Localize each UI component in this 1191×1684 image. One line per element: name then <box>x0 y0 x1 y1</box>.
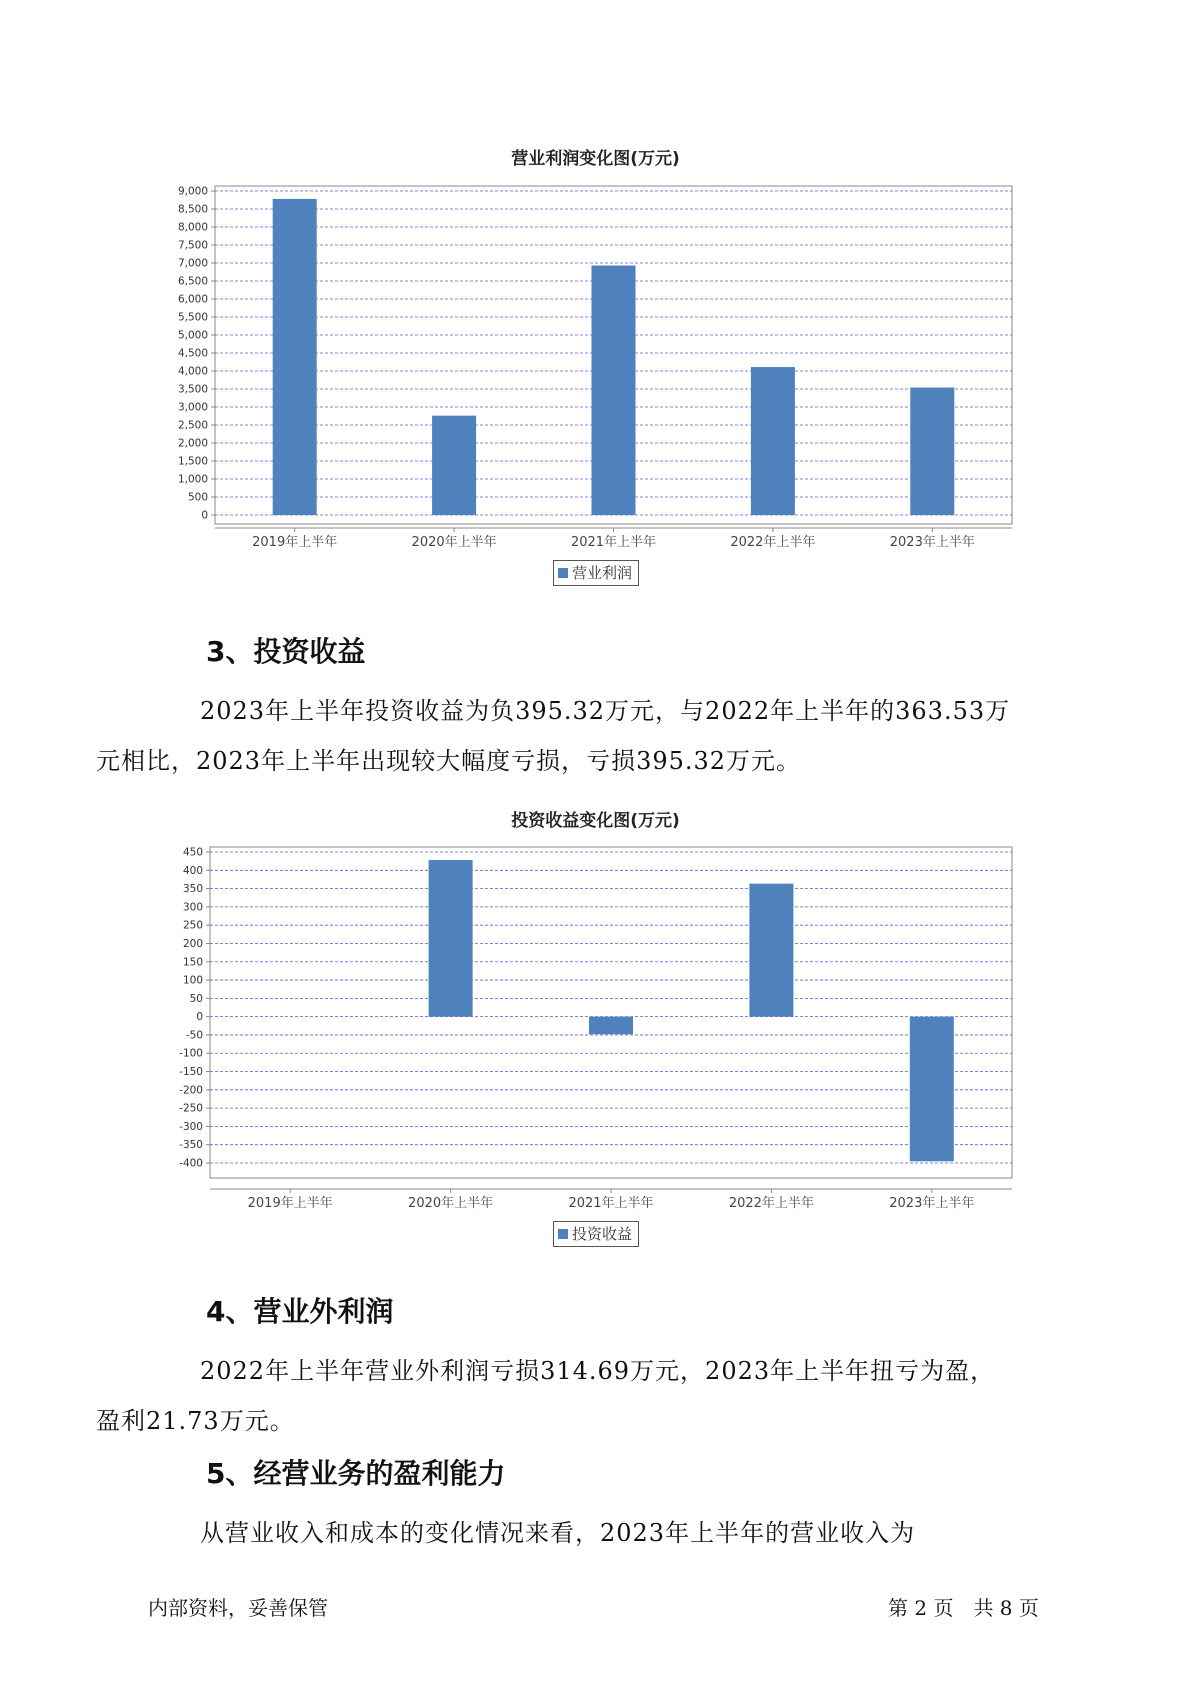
paragraph-line: 2023年上半年投资收益为负395.32万元，与2022年上半年的363.53万 <box>200 697 1011 725</box>
y-tick-label: 5,000 <box>177 329 208 342</box>
legend-swatch <box>558 1229 568 1239</box>
y-tick-label: 9,000 <box>177 185 208 198</box>
x-tick-label: 2021年上半年 <box>568 1196 654 1211</box>
x-tick-label: 2023年上半年 <box>889 535 975 550</box>
y-tick-label: 4,000 <box>177 365 208 378</box>
y-tick-label: 3,000 <box>177 401 208 414</box>
x-tick-label: 2021年上半年 <box>570 535 657 550</box>
y-tick-label: 1,000 <box>177 473 208 486</box>
y-tick-label: 4,500 <box>177 347 208 360</box>
paragraph-line: 元相比，2023年上半年出现较大幅度亏损，亏损395.32万元。 <box>96 747 802 775</box>
bar <box>749 884 793 1017</box>
y-tick-label: 6,000 <box>177 293 208 306</box>
bar <box>910 1017 954 1162</box>
legend-label: 营业利润 <box>572 564 633 582</box>
y-tick-label: 450 <box>182 846 203 859</box>
section-paragraph <box>96 1346 1060 1446</box>
paragraph-line: 从营业收入和成本的变化情况来看，2023年上半年的营业收入为 <box>200 1519 916 1547</box>
x-tick-label: 2020年上半年 <box>411 535 497 550</box>
chart-title: 营业利润变化图(万元) <box>511 149 680 169</box>
paragraph-line: 盈利21.73万元。 <box>96 1407 295 1435</box>
section-paragraph <box>148 1508 1060 1558</box>
y-tick-label: 350 <box>182 883 203 896</box>
y-tick-label: -250 <box>179 1102 203 1115</box>
section-heading-profitability: 5、经营业务的盈利能力 <box>206 1457 506 1490</box>
plot-area <box>210 847 1012 1178</box>
y-tick-label: -400 <box>179 1157 203 1170</box>
y-tick-label: 150 <box>182 956 203 969</box>
x-tick-label: 2023年上半年 <box>889 1196 975 1211</box>
chart-legend <box>553 1221 639 1247</box>
y-tick-label: 5,500 <box>177 311 208 324</box>
x-tick-label: 2019年上半年 <box>252 535 338 550</box>
y-tick-label: 7,000 <box>177 257 208 270</box>
chart-title: 投资收益变化图(万元) <box>511 811 680 831</box>
y-tick-label: -350 <box>179 1139 203 1152</box>
y-tick-label: 100 <box>182 974 203 987</box>
x-tick-label: 2022年上半年 <box>730 535 816 550</box>
y-tick-label: 7,500 <box>177 239 208 252</box>
legend-label: 投资收益 <box>572 1225 633 1243</box>
bar <box>589 1017 633 1035</box>
y-tick-label: 3,500 <box>177 383 208 396</box>
y-tick-label: 400 <box>182 864 203 877</box>
section-heading-investment-income: 3、投资收益 <box>206 635 366 668</box>
y-tick-label: 1,500 <box>177 455 208 468</box>
y-tick-label: 200 <box>182 937 203 950</box>
y-tick-label: -100 <box>179 1047 203 1060</box>
y-tick-label: 250 <box>182 919 203 932</box>
y-tick-label: 8,500 <box>177 203 208 216</box>
x-tick-label: 2019年上半年 <box>247 1196 333 1211</box>
y-tick-label: 8,000 <box>177 221 208 234</box>
y-tick-label: -150 <box>179 1066 203 1079</box>
y-tick-label: 0 <box>201 509 208 522</box>
y-tick-label: -200 <box>179 1084 203 1097</box>
y-tick-label: 0 <box>196 1011 203 1024</box>
y-tick-label: 2,500 <box>177 419 208 432</box>
x-tick-label: 2020年上半年 <box>408 1196 494 1211</box>
y-tick-label: 50 <box>189 992 203 1005</box>
x-tick-label: 2022年上半年 <box>728 1196 814 1211</box>
y-tick-label: 2,000 <box>177 437 208 450</box>
footer-left: 内部资料，妥善保管 <box>148 1596 328 1620</box>
y-tick-label: -50 <box>185 1029 203 1042</box>
y-tick-label: 300 <box>182 901 203 914</box>
paragraph-line: 2022年上半年营业外利润亏损314.69万元，2023年上半年扭亏为盈， <box>200 1357 996 1385</box>
y-tick-label: 500 <box>187 491 208 504</box>
bar <box>429 860 473 1017</box>
y-tick-label: -300 <box>179 1120 203 1133</box>
section-heading-non-operating-profit: 4、营业外利润 <box>206 1295 394 1328</box>
footer-page-number: 第 2 页 共 8 页 <box>888 1596 1039 1620</box>
y-tick-label: 6,500 <box>177 275 208 288</box>
